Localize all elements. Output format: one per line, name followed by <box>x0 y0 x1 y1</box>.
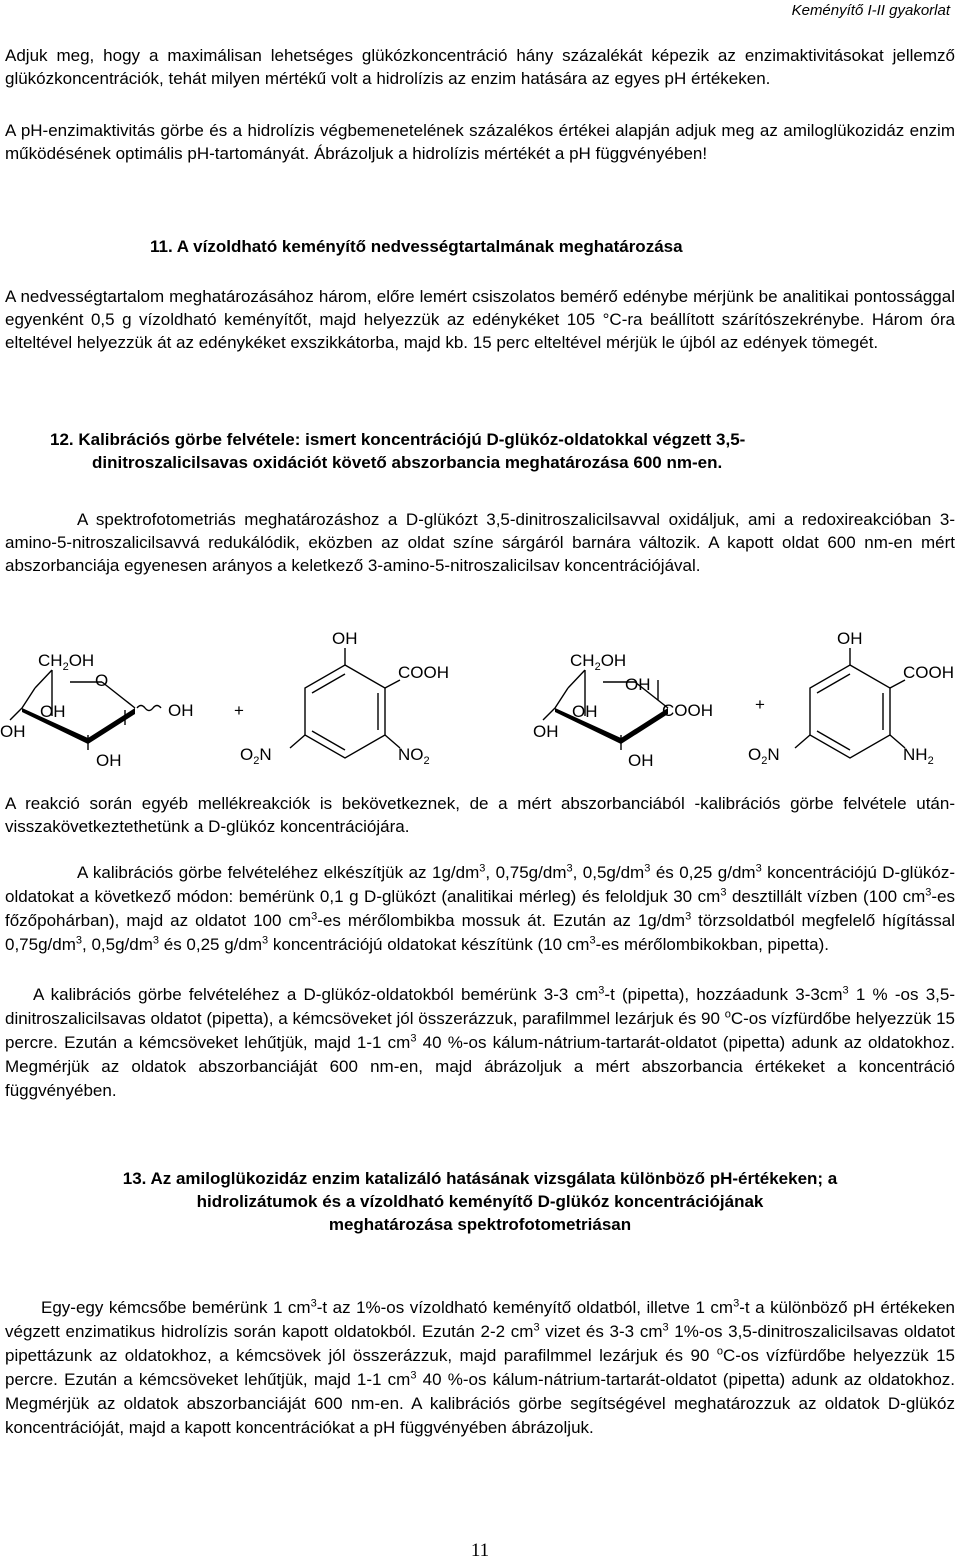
oh-label-3b: OH <box>572 702 598 721</box>
section-13-paragraph: Egy-egy kémcsőbe bemérünk 1 $cm^3-t$ az 1%-os vízoldható keményítő oldatból, illetve 1 $cm^3-t$ a különböző pH értékeken végzett enzimatikus hidrolízis során kapott oldatokból. Ezután 2-2 $cm^3$ vizet és 3-3 $cm^3$ 1%-os 3,5-dinitroszalicilsavas oldatot pipettázunk az oldatokhoz, a kémcsövek jól összerázzuk, majd parafilmmel lezárjuk és 90 $^o$C-os vízfürdőbe helyezzük 15 percre. Ezután a kémcsöveket lehűtjük, majd 1-1 $cm^3$ 40 %-os kálum-nátrium-tartarát-oldatot (pipetta) adunk az oldatokhoz. Megmérjük az oldatok abszorbanciáját 600 nm-en. A kalibrációs görbe segítségével meghatározzuk az oldatok D-glükóz koncentrációját, majd a kapott koncentrációkat a pH függvényében ábrázoljuk. <box>5 1297 955 1437</box>
section-12-heading <box>50 428 950 474</box>
oh-label-2: OH <box>332 629 358 648</box>
ch2oh-label-1: $CH_2OH$ <box>38 651 95 673</box>
plus-sign-1: + <box>234 701 244 720</box>
oh-label-1d: OH <box>168 701 194 720</box>
section-13-heading <box>5 1167 955 1236</box>
page-number: 11 <box>470 1540 490 1561</box>
oh-label-4: OH <box>837 629 863 648</box>
o2n-label-2: $O_2N$ <box>748 745 780 767</box>
oh-label-1c: OH <box>96 751 122 770</box>
section-12-heading-line-2: dinitroszalicilsavas oxidációt követő abszorbancia meghatározása 600 nm-en. <box>92 453 723 472</box>
section-12-paragraph-2: A reakció során egyéb mellékreakciók is bekövetkeznek, de a mért abszorbanciából -kalibrációs görbe felvétele után- visszakövetkeztethetünk a D-glükóz koncentrációjára. <box>5 794 955 836</box>
cooh-label-3: COOH <box>903 663 954 682</box>
oh-label-1b: OH <box>0 722 26 741</box>
section-13-heading-line-3: meghatározása spektrofotometriásan <box>328 1215 632 1234</box>
reaction-scheme <box>0 620 960 780</box>
section-12-paragraph-3: A kalibrációs görbe felvételéhez elkészítjük az $1g/dm^3$, $0,75g/dm^3$, $0,5g/dm^3$ és 0,25 $g/dm^3$ koncentrációjú D-glükóz-oldatokat a következő módon: bemérünk 0,1 g D-glükózt (analitikai mérleg) és feloldjuk 30 $cm^3$ desztillált vízben (100 $cm^3-es$ főzőpohárban), majd az oldatot 100 $cm^3-es$ mérőlombikba mossuk át. Ezután az $1g/dm^3$ törzsoldatból megfelelő hígítással $0,75g/dm^3$, $0,5g/dm^3$ és 0,25 $g/dm^3$ koncentrációjú oldatokat készítünk (10 $cm^3-es$ mérőlombikokban, pipetta). <box>5 862 956 954</box>
running-header: Keményítő I-II gyakorlat <box>791 2 950 19</box>
ch2oh-label-2: $CH_2OH$ <box>570 651 627 673</box>
nh2-label: $NH_2$ <box>903 745 934 767</box>
o2n-label-1: $O_2N$ <box>240 745 272 767</box>
section-11-heading: 11. A vízoldható keményítő nedvességtartalmának meghatározása <box>150 237 683 256</box>
oh-label-3d: OH <box>628 751 654 770</box>
oh-label-3c: OH <box>533 722 559 741</box>
ring-oxygen-label-1: O <box>95 671 109 690</box>
cooh-label-1: COOH <box>398 663 449 682</box>
section-11-paragraph: A nedvességtartalom meghatározásához három, előre lemért csiszolatos bemérő edénybe mérjünk be analitikai pontossággal egyenként 0,5 g vízoldható keményítőt, majd helyezzük az edénykéket 105 °C-ra beállított szárítószekrénybe. Három óra elteltével helyezzük át az edénykéket exszikkátorba, majd kb. 15 perc elteltével mérjük le újból az edények tömegét. <box>5 287 955 352</box>
oh-label-3a: OH <box>625 675 651 694</box>
intro-paragraph-2: A pH-enzimaktivitás görbe és a hidrolízis végbemenetelének százalékos értékei alapján adjuk meg az amiloglükozidáz enzim működésének optimális pH-tartományát. Ábrázoljuk a hidrolízis mértékét a pH függvényében! <box>5 121 955 163</box>
section-12-heading-line-1: 12. Kalibrációs görbe felvétele: ismert koncentrációjú D-glükóz-oldatokkal végzett 3,5- <box>50 430 746 449</box>
no2-label: $NO_2$ <box>398 745 430 767</box>
section-12-paragraph-1: A spektrofotometriás meghatározáshoz a D-glükózt 3,5-dinitroszalicilsavval oxidáljuk, ami a redoxireakcióban 3-amino-5-nitroszalicilsavvá redukálódik, eközben az oldat színe sárgáról barnára változik. A kapott oldat 600 nm-en mért abszorbanciája egyenesen arányos a keletkező 3-amino-5-nitroszalicilsav koncentrációjával. <box>5 510 955 575</box>
cooh-label-2: COOH <box>662 701 713 720</box>
plus-sign-2: + <box>755 695 765 714</box>
section-13-heading-line-2: hidrolizátumok és a vízoldható keményítő D-glükóz koncentrációjának <box>196 1192 764 1211</box>
intro-paragraph-1: Adjuk meg, hogy a maximálisan lehetséges glükózkoncentráció hány százalékát képezik az enzimaktivitásokat jellemző glükózkoncentrációk, tehát milyen mértékű volt a hidrolízis az enzim hatására az egyes pH értékeken. <box>5 46 955 88</box>
section-12-paragraph-4: A kalibrációs görbe felvételéhez a D-glükóz-oldatokból bemérünk 3-3 $cm^3-t$ (pipetta), hozzáadunk $3-3cm^3$ 1 % -os 3,5-dinitroszalicilsavas oldatot (pipetta), a kémcsöveket jól összerázzuk, parafilmmel lezárjuk és 90 $^o$C-os vízfürdőbe helyezzük 15 percre. Ezután a kémcsöveket lehűtjük, majd 1-1 $cm^3$ 40 %-os kálum-nátrium-tartarát-oldatot (pipetta) adunk az oldatokhoz. Megmérjük az oldatok abszorbanciáját 600 nm-en, majd ábrázoljuk a mért abszorbancia értékeket a koncentráció függvényében. <box>5 984 956 1100</box>
section-13-heading-line-1: 13. Az amiloglükozidáz enzim katalizáló hatásának vizsgálata különböző pH-értékeken; a <box>122 1169 838 1188</box>
glucose-ring-1-front-edge <box>22 708 135 744</box>
oh-label-1a: OH <box>40 702 66 721</box>
